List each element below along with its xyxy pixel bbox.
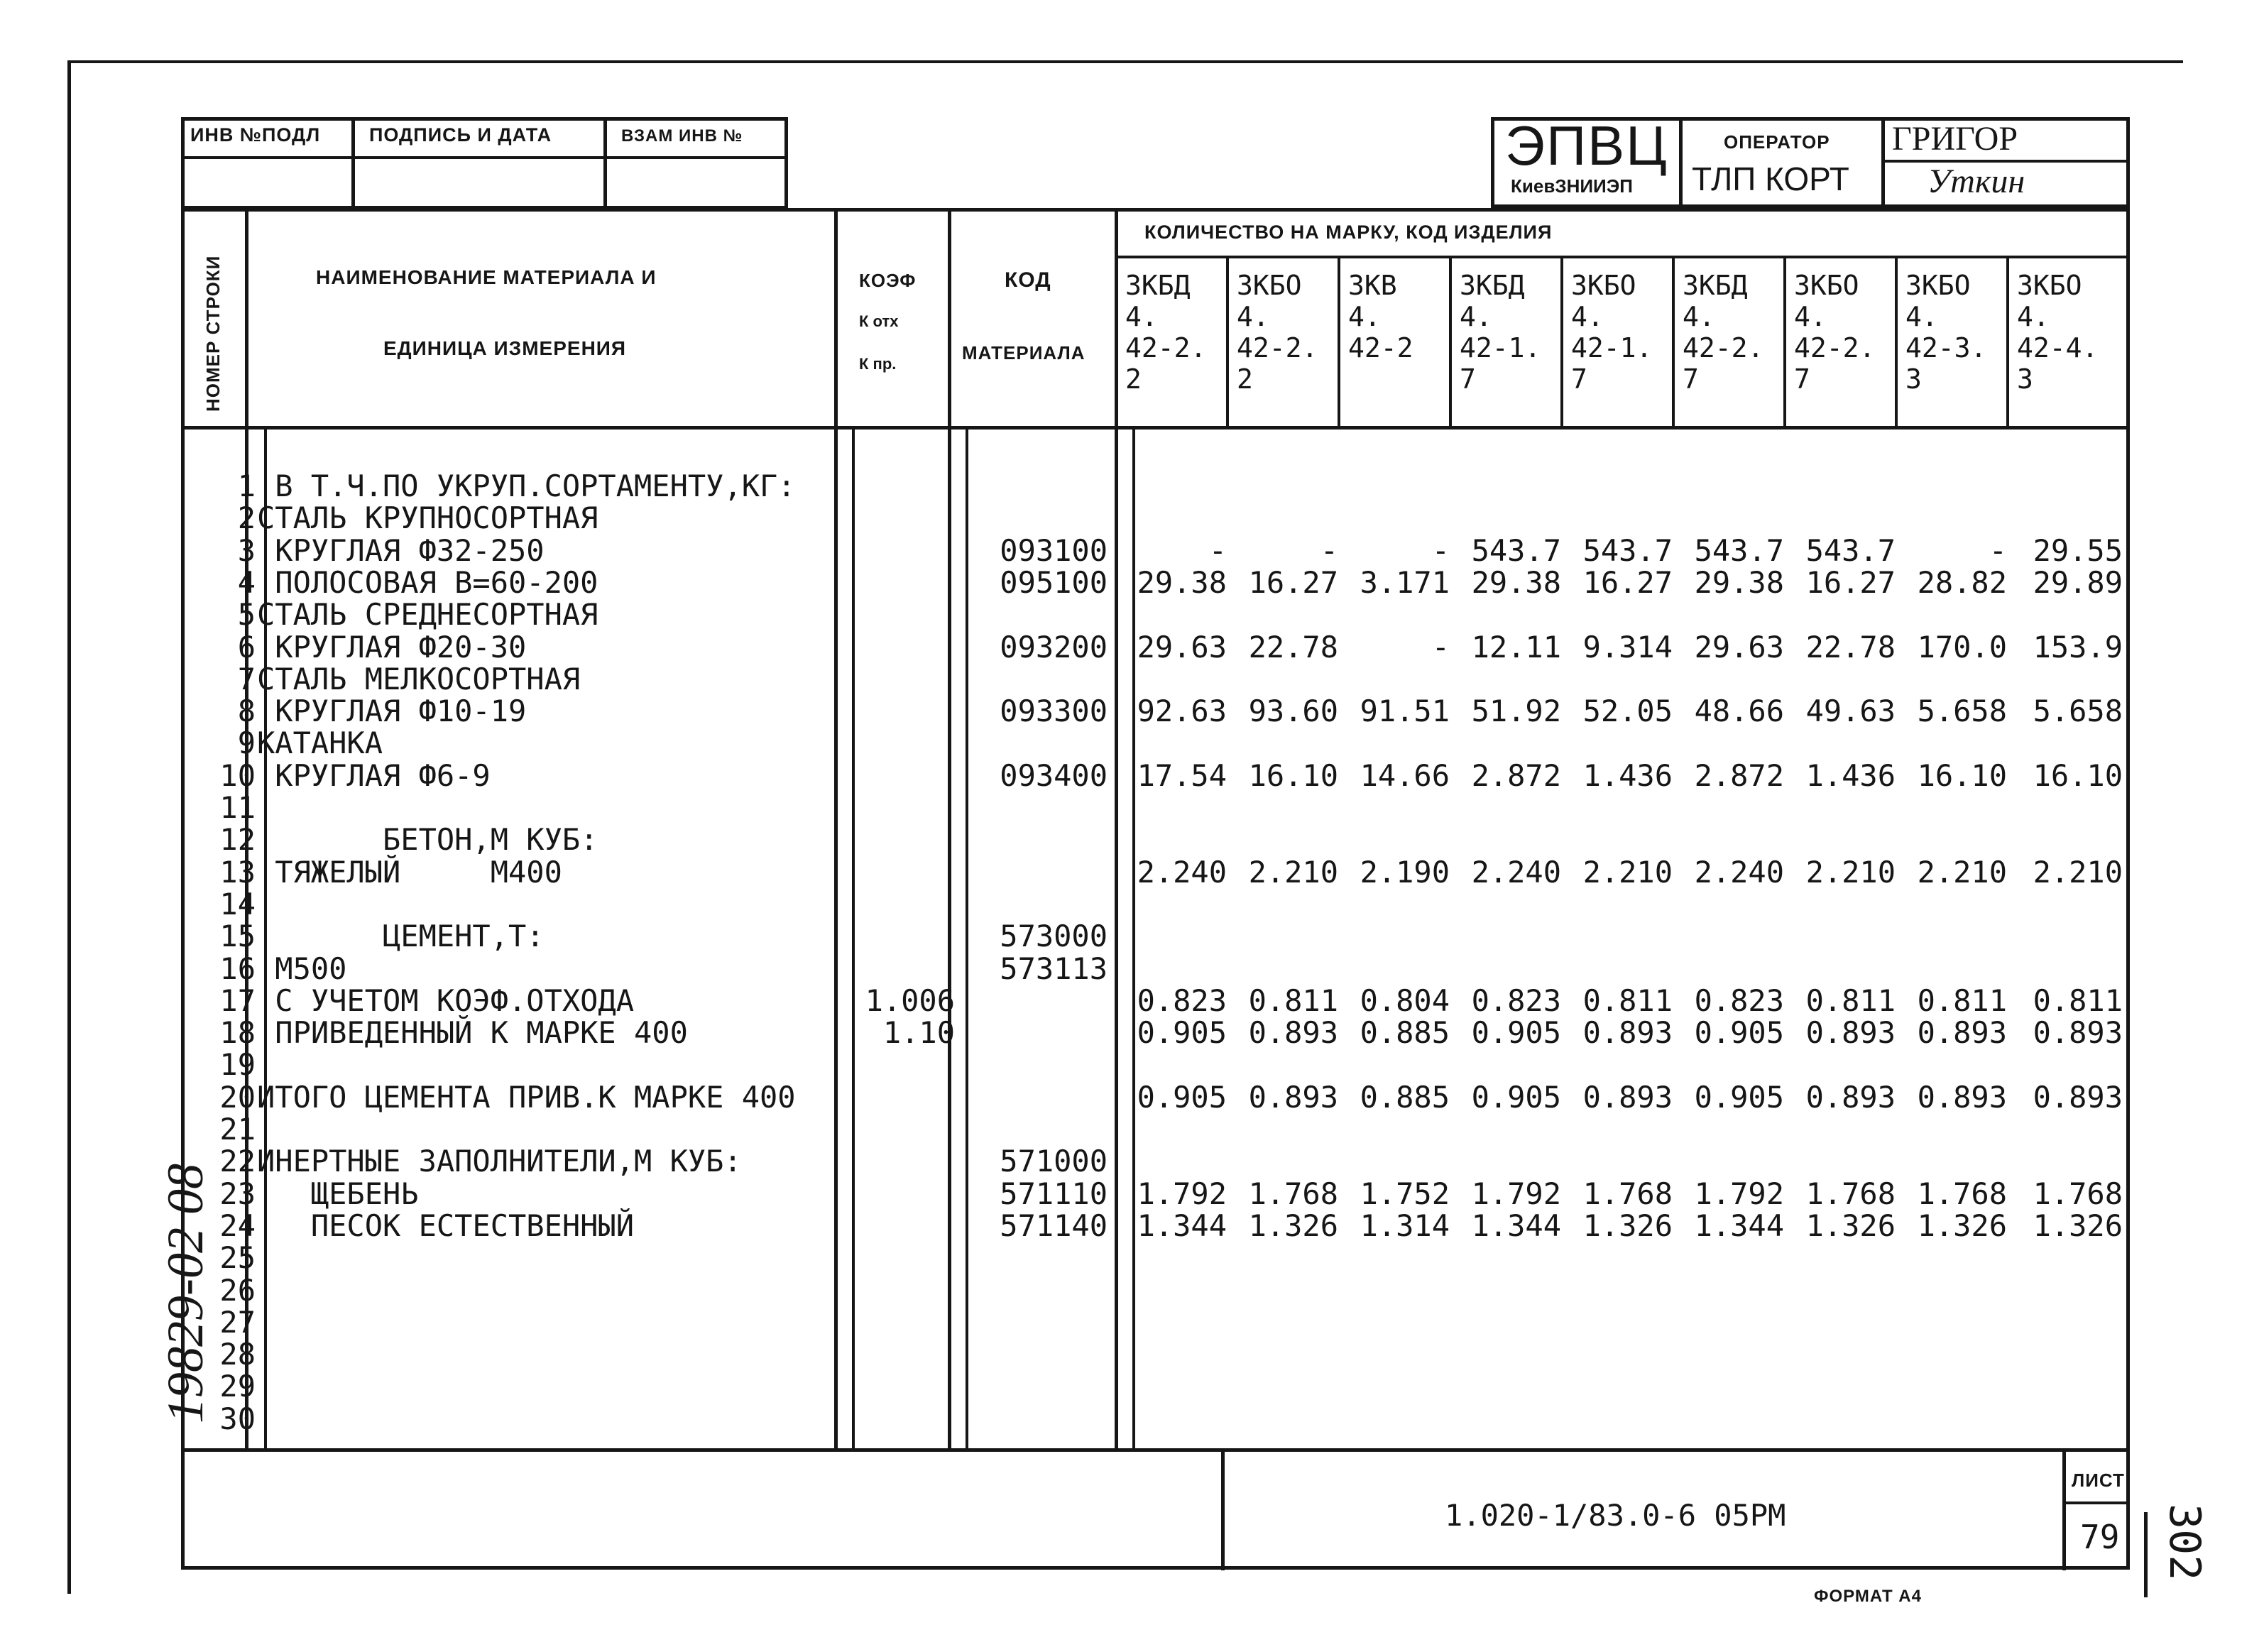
quantity-cell: - (1320, 533, 1338, 568)
row-number: 8 (237, 694, 256, 728)
material-name: ИТОГО ЦЕМЕНТА ПРИВ.К МАРКЕ 400 (257, 1080, 796, 1115)
material-code: 573000 (1000, 919, 1108, 953)
quantity-cell: 22.78 (1248, 630, 1338, 664)
quantity-cell: 29.89 (2033, 565, 2123, 600)
operator-label: ОПЕРАТОР (1724, 131, 1830, 153)
quantity-cell: 17.54 (1137, 758, 1227, 793)
quantity-cell: 28.82 (1917, 565, 2007, 600)
quantity-cell: 2.240 (1694, 855, 1784, 890)
mark-header-5: 3КБО 4. 42-1. 7 (1571, 270, 1653, 395)
quantity-cell: - (1431, 533, 1450, 568)
quantity-cell: 1.436 (1805, 758, 1896, 793)
row-number: 13 (219, 855, 256, 890)
operator-value: ТЛП КОРТ (1692, 160, 1849, 197)
row-number: 19 (219, 1047, 256, 1082)
quantity-cell: 48.66 (1694, 694, 1784, 728)
quantity-cell: 0.905 (1694, 1015, 1784, 1050)
quantity-cell: 29.63 (1694, 630, 1784, 664)
row-number: 3 (237, 533, 256, 568)
quantity-cell: 543.7 (1694, 533, 1784, 568)
format-label: ФОРМАТ А4 (1814, 1587, 1922, 1606)
quantity-cell: 0.893 (1582, 1015, 1673, 1050)
quantity-cell: 1.792 (1694, 1176, 1784, 1211)
quantity-header-line (1115, 256, 2130, 258)
row-number: 4 (237, 565, 256, 600)
quantity-cell: 0.811 (1805, 983, 1896, 1018)
material-code: 571140 (1000, 1208, 1108, 1243)
footer-divider (1221, 1448, 1225, 1570)
material-name: КРУГЛАЯ Ф10-19 (257, 694, 527, 728)
koef-value: 1.006 (865, 983, 955, 1018)
quantity-cell: 52.05 (1582, 694, 1673, 728)
margin-handwritten: 19829-02 08 (157, 1164, 214, 1423)
row-number: 11 (219, 790, 256, 825)
quantity-cell: - (1431, 630, 1450, 664)
row-number: 17 (219, 983, 256, 1018)
quantity-cell: 0.885 (1360, 1015, 1450, 1050)
material-name: КРУГЛАЯ Ф20-30 (257, 630, 527, 664)
material-code: 095100 (1000, 565, 1108, 600)
quantity-cell: 0.811 (1917, 983, 2007, 1018)
material-code: 093400 (1000, 758, 1108, 793)
quantity-cell: 0.893 (1582, 1080, 1673, 1115)
quantity-cell: 2.872 (1471, 758, 1561, 793)
quantity-cell: 1.326 (1248, 1208, 1338, 1243)
quantity-cell: - (1989, 533, 2007, 568)
row-number: 24 (219, 1208, 256, 1243)
material-code: 093300 (1000, 694, 1108, 728)
quantity-cell: 16.10 (1248, 758, 1338, 793)
material-name: С УЧЕТОМ КОЭФ.ОТХОДА (257, 983, 635, 1018)
quantity-cell: 0.893 (2033, 1080, 2123, 1115)
material-name: ПОЛОСОВАЯ В=60-200 (257, 565, 598, 600)
quantity-cell: 543.7 (1805, 533, 1896, 568)
material-name: КРУГЛАЯ Ф6-9 (257, 758, 491, 793)
mark-header-1: 3КБД 4. 42-2. 2 (1125, 270, 1207, 395)
mark-sep-2 (1338, 257, 1340, 427)
quantity-cell: 0.893 (1805, 1080, 1896, 1115)
mark-header-7: 3КБО 4. 42-2. 7 (1794, 270, 1876, 395)
row-number: 21 (219, 1112, 256, 1147)
quantity-cell: 0.823 (1694, 983, 1784, 1018)
org-main: ЭПВЦ (1505, 114, 1668, 177)
material-name: КРУГЛАЯ Ф32-250 (257, 533, 545, 568)
row-number: 15 (219, 919, 256, 953)
quantity-cell: 170.0 (1917, 630, 2007, 664)
material-name: ИНЕРТНЫЕ ЗАПОЛНИТЕЛИ,М КУБ: (257, 1144, 742, 1178)
left-border-line (67, 60, 71, 1594)
stamp-divider (181, 156, 788, 159)
quantity-cell: 92.63 (1137, 694, 1227, 728)
mark-sep-7 (1895, 257, 1898, 427)
material-code: 573113 (1000, 951, 1108, 986)
row-number: 20 (219, 1080, 256, 1115)
code-header-line1: КОД (1005, 268, 1051, 292)
mark-header-3: 3КВ 4. 42-2 (1348, 270, 1413, 363)
koef-value: 1.10 (882, 1015, 955, 1050)
mark-header-6: 3КБД 4. 42-2. 7 (1683, 270, 1764, 395)
quantity-cell: - (1208, 533, 1227, 568)
row-number: 25 (219, 1240, 256, 1275)
quantity-cell: 0.885 (1360, 1080, 1450, 1115)
quantity-cell: 2.210 (1582, 855, 1673, 890)
row-number: 10 (219, 758, 256, 793)
footer-top-line (181, 1448, 2130, 1452)
material-header-line1: НАИМЕНОВАНИЕ МАТЕРИАЛА И (316, 266, 657, 288)
row-number-header: НОМЕР СТРОКИ (202, 255, 224, 412)
sheet-label: ЛИСТ (2072, 1470, 2125, 1491)
material-name: ЦЕМЕНТ,Т: (257, 919, 545, 953)
quantity-cell: 0.823 (1137, 983, 1227, 1018)
quantity-cell: 16.27 (1248, 565, 1338, 600)
material-code: 093100 (1000, 533, 1108, 568)
operator-name: ГРИГОР (1892, 120, 2018, 158)
material-code: 093200 (1000, 630, 1108, 664)
row-number: 14 (219, 887, 256, 921)
header-bottom-line (181, 426, 2130, 430)
mark-sep-3 (1449, 257, 1452, 427)
col-line-koef-inner (966, 426, 968, 1450)
row-number: 2 (237, 500, 256, 535)
quantity-cell: 2.240 (1137, 855, 1227, 890)
quantity-cell: 9.314 (1582, 630, 1673, 664)
right-edge-line (2144, 1512, 2148, 1597)
quantity-cell: 29.63 (1137, 630, 1227, 664)
quantity-cell: 12.11 (1471, 630, 1561, 664)
quantity-cell: 0.811 (1248, 983, 1338, 1018)
mark-sep-6 (1783, 257, 1786, 427)
row-number: 16 (219, 951, 256, 986)
quantity-cell: 0.811 (2033, 983, 2123, 1018)
row-number: 23 (219, 1176, 256, 1211)
row-number: 26 (219, 1273, 256, 1308)
quantity-cell: 1.752 (1360, 1176, 1450, 1211)
quantity-cell: 0.893 (1917, 1080, 2007, 1115)
quantity-cell: 0.811 (1582, 983, 1673, 1018)
material-name: БЕТОН,М КУБ: (257, 822, 598, 857)
top-border-line (67, 60, 2183, 63)
quantity-cell: 0.893 (1805, 1015, 1896, 1050)
material-header-line2: ЕДИНИЦА ИЗМЕРЕНИЯ (383, 337, 627, 359)
side-number: 302 (2160, 1504, 2209, 1581)
quantity-header: КОЛИЧЕСТВО НА МАРКУ, КОД ИЗДЕЛИЯ (1144, 221, 1553, 243)
quantity-cell: 1.768 (1805, 1176, 1896, 1211)
quantity-cell: 14.66 (1360, 758, 1450, 793)
quantity-cell: 2.190 (1360, 855, 1450, 890)
quantity-cell: 16.27 (1582, 565, 1673, 600)
stamp-signature-date-label: ПОДПИСЬ И ДАТА (369, 124, 552, 146)
stamp-vzam-inv-label: ВЗАМ ИНВ № (621, 126, 743, 146)
col-line-name-inner (852, 426, 855, 1450)
quantity-cell: 91.51 (1360, 694, 1450, 728)
col-line-koef (948, 208, 951, 1450)
signature: Уткин (1927, 163, 2025, 200)
material-name: СТАЛЬ МЕЛКОСОРТНАЯ (257, 662, 581, 696)
quantity-cell: 51.92 (1471, 694, 1561, 728)
material-name: ТЯЖЕЛЫЙ М400 (257, 855, 562, 890)
quantity-cell: 0.905 (1694, 1080, 1784, 1115)
material-code: 571000 (1000, 1144, 1108, 1178)
quantity-cell: 2.210 (1917, 855, 2007, 890)
quantity-cell: 0.804 (1360, 983, 1450, 1018)
row-number: 9 (237, 726, 256, 760)
quantity-cell: 0.893 (1248, 1080, 1338, 1115)
sheet-label-line (2062, 1501, 2130, 1504)
row-number: 22 (219, 1144, 256, 1178)
mark-header-2: 3КБО 4. 42-2. 2 (1237, 270, 1318, 395)
org-sub: КиевЗНИИЭП (1511, 175, 1633, 197)
quantity-cell: 29.38 (1471, 565, 1561, 600)
quantity-cell: 16.10 (1917, 758, 2007, 793)
doc-code: 1.020-1/83.0-6 05РМ (1445, 1498, 1786, 1533)
col-line-name (834, 208, 838, 1450)
quantity-cell: 16.10 (2033, 758, 2123, 793)
material-name: ПРИВЕДЕННЫЙ К МАРКЕ 400 (257, 1015, 688, 1050)
quantity-cell: 1.768 (1582, 1176, 1673, 1211)
quantity-cell: 2.210 (2033, 855, 2123, 890)
quantity-cell: 29.38 (1137, 565, 1227, 600)
quantity-cell: 0.905 (1471, 1080, 1561, 1115)
row-number: 28 (219, 1337, 256, 1372)
quantity-cell: 0.893 (2033, 1015, 2123, 1050)
quantity-cell: 2.240 (1471, 855, 1561, 890)
quantity-cell: 29.55 (2033, 533, 2123, 568)
koef-header-line1: КОЭФ (859, 270, 917, 291)
material-name: КАТАНКА (257, 726, 383, 760)
mark-header-8: 3КБО 4. 42-3. 3 (1905, 270, 1987, 395)
row-number: 1 (237, 469, 256, 503)
material-code: 571110 (1000, 1176, 1108, 1211)
mark-header-9: 3КБО 4. 42-4. 3 (2017, 270, 2099, 395)
quantity-cell: 0.905 (1137, 1015, 1227, 1050)
stamp-inv-podl-label: ИНВ №ПОДЛ (190, 124, 321, 146)
quantity-cell: 2.872 (1694, 758, 1784, 793)
row-number: 6 (237, 630, 256, 664)
quantity-cell: 2.210 (1248, 855, 1338, 890)
material-name: СТАЛЬ СРЕДНЕСОРТНАЯ (257, 597, 598, 632)
quantity-cell: 0.893 (1248, 1015, 1338, 1050)
material-name: В Т.Ч.ПО УКРУП.СОРТАМЕНТУ,КГ: (257, 469, 796, 503)
quantity-cell: 1.344 (1694, 1208, 1784, 1243)
mark-sep-5 (1672, 257, 1675, 427)
mark-header-4: 3КБД 4. 42-1. 7 (1460, 270, 1541, 395)
mark-sep-1 (1226, 257, 1229, 427)
material-name: ПЕСОК ЕСТЕСТВЕННЫЙ (257, 1208, 635, 1243)
quantity-cell: 1.768 (2033, 1176, 2123, 1211)
quantity-cell: 1.344 (1137, 1208, 1227, 1243)
quantity-cell: 1.326 (1917, 1208, 2007, 1243)
quantity-cell: 0.905 (1471, 1015, 1561, 1050)
quantity-cell: 1.326 (2033, 1208, 2123, 1243)
quantity-cell: 1.326 (1805, 1208, 1896, 1243)
quantity-cell: 16.27 (1805, 565, 1896, 600)
quantity-cell: 1.792 (1137, 1176, 1227, 1211)
mark-sep-4 (1560, 257, 1563, 427)
quantity-cell: 1.326 (1582, 1208, 1673, 1243)
quantity-cell: 0.905 (1137, 1080, 1227, 1115)
row-number: 7 (237, 662, 256, 696)
quantity-cell: 5.658 (1917, 694, 2007, 728)
row-number: 12 (219, 822, 256, 857)
row-number: 27 (219, 1305, 256, 1340)
quantity-cell: 543.7 (1471, 533, 1561, 568)
material-name: М500 (257, 951, 347, 986)
quantity-cell: 1.792 (1471, 1176, 1561, 1211)
code-header-line2: МАТЕРИАЛА (962, 342, 1085, 363)
quantity-cell: 2.210 (1805, 855, 1896, 890)
col-line-code (1115, 208, 1118, 1450)
sheet-divider (2062, 1448, 2066, 1570)
material-name: ЩЕБЕНЬ (257, 1176, 419, 1211)
sheet-number: 79 (2080, 1518, 2120, 1556)
quantity-cell: 1.436 (1582, 758, 1673, 793)
quantity-cell: 29.38 (1694, 565, 1784, 600)
row-number: 30 (219, 1401, 256, 1436)
material-name: СТАЛЬ КРУПНОСОРТНАЯ (257, 500, 598, 535)
quantity-cell: 3.171 (1360, 565, 1450, 600)
quantity-cell: 5.658 (2033, 694, 2123, 728)
quantity-cell: 22.78 (1805, 630, 1896, 664)
quantity-cell: 49.63 (1805, 694, 1896, 728)
quantity-cell: 93.60 (1248, 694, 1338, 728)
row-number: 5 (237, 597, 256, 632)
mark-sep-8 (2006, 257, 2009, 427)
row-number: 18 (219, 1015, 256, 1050)
quantity-cell: 543.7 (1582, 533, 1673, 568)
row-number: 29 (219, 1369, 256, 1404)
quantity-cell: 1.344 (1471, 1208, 1561, 1243)
quantity-cell: 1.768 (1917, 1176, 2007, 1211)
koef-header-line2: К отх (859, 312, 899, 330)
quantity-cell: 0.823 (1471, 983, 1561, 1018)
quantity-cell: 1.768 (1248, 1176, 1338, 1211)
quantity-cell: 0.893 (1917, 1015, 2007, 1050)
quantity-cell: 153.9 (2033, 630, 2123, 664)
koef-header-line3: К пр. (859, 355, 897, 373)
quantity-cell: 1.314 (1360, 1208, 1450, 1243)
